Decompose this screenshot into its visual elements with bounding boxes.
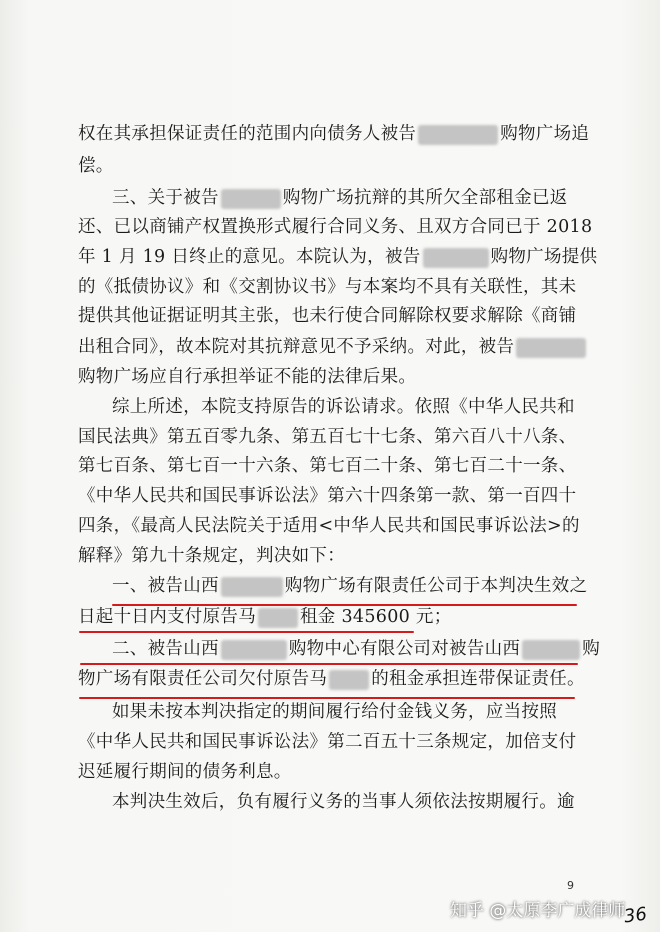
text-segment: 二、被告山西 <box>112 639 219 659</box>
text-line <box>78 511 580 541</box>
text-segment: 三、关于被告 <box>112 188 219 208</box>
text-segment: 购物广场有限责任公司于本判决生效之 <box>284 576 588 596</box>
text-line <box>78 541 345 571</box>
redacted-name <box>516 338 586 358</box>
text-line <box>78 481 576 511</box>
text-segment: 综上所述，本院支持原告的诉讼请求。依照《中华人民共和 <box>112 397 575 417</box>
text-line <box>112 787 575 817</box>
text-line <box>78 332 588 362</box>
text-segment: 《中华人民共和国民事诉讼法》第六十四条第一款、第一百四十 <box>78 486 577 506</box>
text-segment: 提供其他证据证明其主张，也未行使合同解除权要求解除《商铺 <box>78 306 577 326</box>
text-segment: 还、已以商铺产权置换形式履行合同义务、且双方合同已于 2018 <box>78 217 593 237</box>
text-line <box>78 451 576 481</box>
text-line <box>112 697 557 727</box>
text-segment: 迟延履行期间的债务利息。 <box>78 762 292 782</box>
text-line <box>78 664 585 694</box>
text-segment: 第七百条、第七百一十六条、第七百二十条、第七百二十一条、 <box>78 456 577 476</box>
text-segment: 的《抵债协议》和《交割协议书》与本案均不具有关联性，其未 <box>78 277 577 297</box>
text-line <box>112 392 575 422</box>
text-line <box>78 362 416 392</box>
handwritten-page-mark: 36 <box>622 903 649 928</box>
text-segment: 偿。 <box>78 156 114 176</box>
text-line <box>78 212 592 242</box>
text-segment: 一、被告山西 <box>112 576 219 596</box>
redacted-name <box>329 670 369 690</box>
text-line <box>78 119 589 149</box>
text-segment: 购 <box>582 639 601 659</box>
text-line <box>78 757 292 787</box>
red-underline-1 <box>112 604 577 606</box>
text-line <box>112 634 600 664</box>
text-segment: 租金 345600 元； <box>300 607 452 627</box>
text-line <box>78 151 114 181</box>
text-line <box>112 571 587 601</box>
red-underline-3 <box>80 663 578 665</box>
text-segment: 出租合同》，故本院对其抗辩意见不予采纳。对此，被告 <box>78 337 515 357</box>
text-segment: 年 1 月 19 日终止的意见。本院认为，被告 <box>78 247 421 267</box>
redacted-name <box>423 248 489 268</box>
zhihu-watermark: 知乎 @太原李广成律师 <box>450 901 626 921</box>
text-segment: 的租金承担连带保证责任。 <box>371 669 585 689</box>
redacted-name <box>418 125 498 145</box>
redacted-name <box>522 640 580 660</box>
text-segment: 购物中心有限公司对被告山西 <box>288 639 521 659</box>
text-line <box>78 242 597 272</box>
red-underline-2 <box>79 631 414 633</box>
text-segment: 购物广场提供 <box>490 247 598 267</box>
redacted-name <box>258 608 298 628</box>
text-segment: 购物广场应自行承担举证不能的法律后果。 <box>78 367 417 387</box>
redacted-name <box>221 640 287 660</box>
redacted-name <box>221 577 283 597</box>
text-line <box>78 602 452 632</box>
page-number: 9 <box>567 879 574 892</box>
text-segment: 《中华人民共和国民事诉讼法》第二百五十三条规定，加倍支付 <box>78 732 577 752</box>
text-segment: 物广场有限责任公司欠付原告马 <box>78 669 328 689</box>
text-line <box>78 727 576 757</box>
text-segment: 四条，《最高人民法院关于适用<中华人民共和国民事诉讼法>的 <box>78 516 580 536</box>
text-segment: 国民法典》第五百零九条、第五百七十七条、第六百八十八条、 <box>78 427 577 447</box>
text-line <box>78 272 576 302</box>
text-segment: 权在其承担保证责任的范围内向债务人被告 <box>78 124 417 144</box>
text-line <box>112 183 568 213</box>
text-segment: 如果未按本判决指定的期间履行给付金钱义务，应当按照 <box>112 702 557 722</box>
text-segment: 本判决生效后，负有履行义务的当事人须依法按期履行。逾 <box>112 792 575 812</box>
text-segment: 购物广场追 <box>500 124 590 144</box>
text-segment: 日起十日内支付原告马 <box>78 607 256 627</box>
text-line <box>78 422 576 452</box>
redacted-name <box>221 189 281 209</box>
text-segment: 解释》第九十条规定，判决如下： <box>78 546 345 566</box>
text-segment: 购物广场抗辩的其所欠全部租金已返 <box>282 188 568 208</box>
red-underline-4 <box>79 697 575 699</box>
text-line <box>78 301 576 331</box>
